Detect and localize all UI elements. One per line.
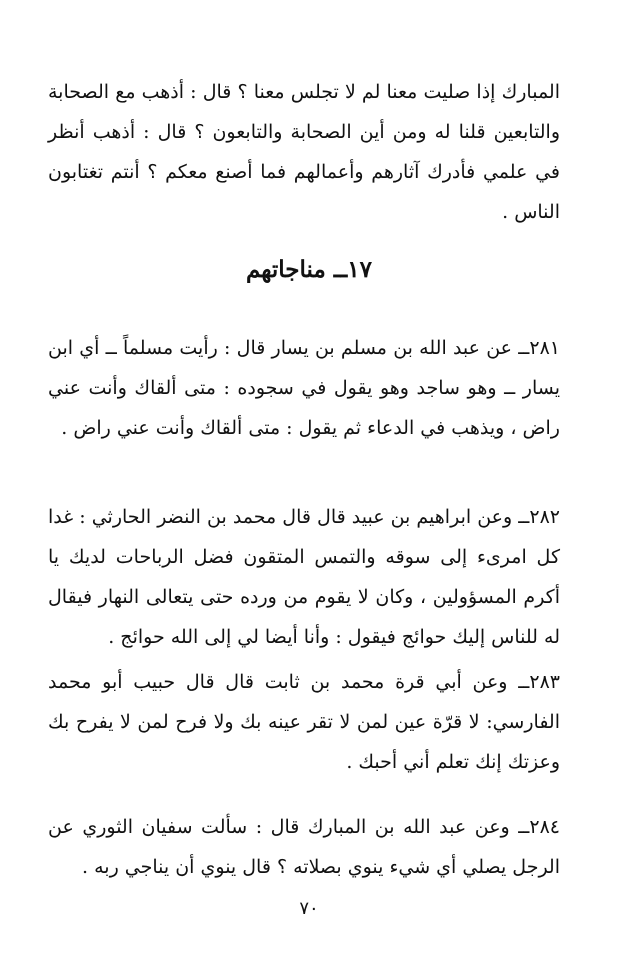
entry-283: ٢٨٣ــ وعن أبي قرة محمد بن ثابت قال قال حبيب أبو محمد الفارسي: لا قرّة عين لمن لا تقر عينه بك ولا فرح لمن لا يفرح بك وعزتك إنك تعلم أني أحبك . xyxy=(48,671,560,773)
entry-284: ٢٨٤ــ وعن عبد الله بن المبارك قال : سألت سفيان الثوري عن الرجل يصلي أي شيء ينوي بصلاته ؟ قال ينوي أن يناجي ربه . xyxy=(48,816,560,878)
intro-paragraph: المبارك إذا صليت معنا لم لا تجلس معنا ؟ قال : أذهب مع الصحابة والتابعين قلنا له ومن أين الصحابة والتابعون ؟ قال : أذهب أنظر في علمي فأدرك آثارهم وأعمالهم فما أصنع معكم ؟ أنتم تغتابون الناس . xyxy=(48,81,560,223)
page-number: ٧٠ xyxy=(299,898,319,919)
section-heading: ١٧ــ مناجاتهم xyxy=(245,256,372,283)
entry-281: ٢٨١ــ عن عبد الله بن مسلم بن يسار قال : رأيت مسلماً ــ أي ابن يسار ــ وهو ساجد وهو يقول في سجوده : متى ألقاك وأنت عني راض ، ويذهب في الدعاء ثم يقول : متى ألقاك وأنت عني راض . xyxy=(48,337,560,439)
entry-282: ٢٨٢ــ وعن ابراهيم بن عبيد قال قال محمد بن النضر الحارثي : غدا كل امرىء إلى سوقه والتمس المتقون فضل الرباحات لديك يا أكرم المسؤولين ، وكان لا يقوم من ورده حتى يتعالى النهار فيقال له للناس إليك حوائج فيقول : وأنا أيضا لي إلى الله حوائج . xyxy=(48,506,560,648)
